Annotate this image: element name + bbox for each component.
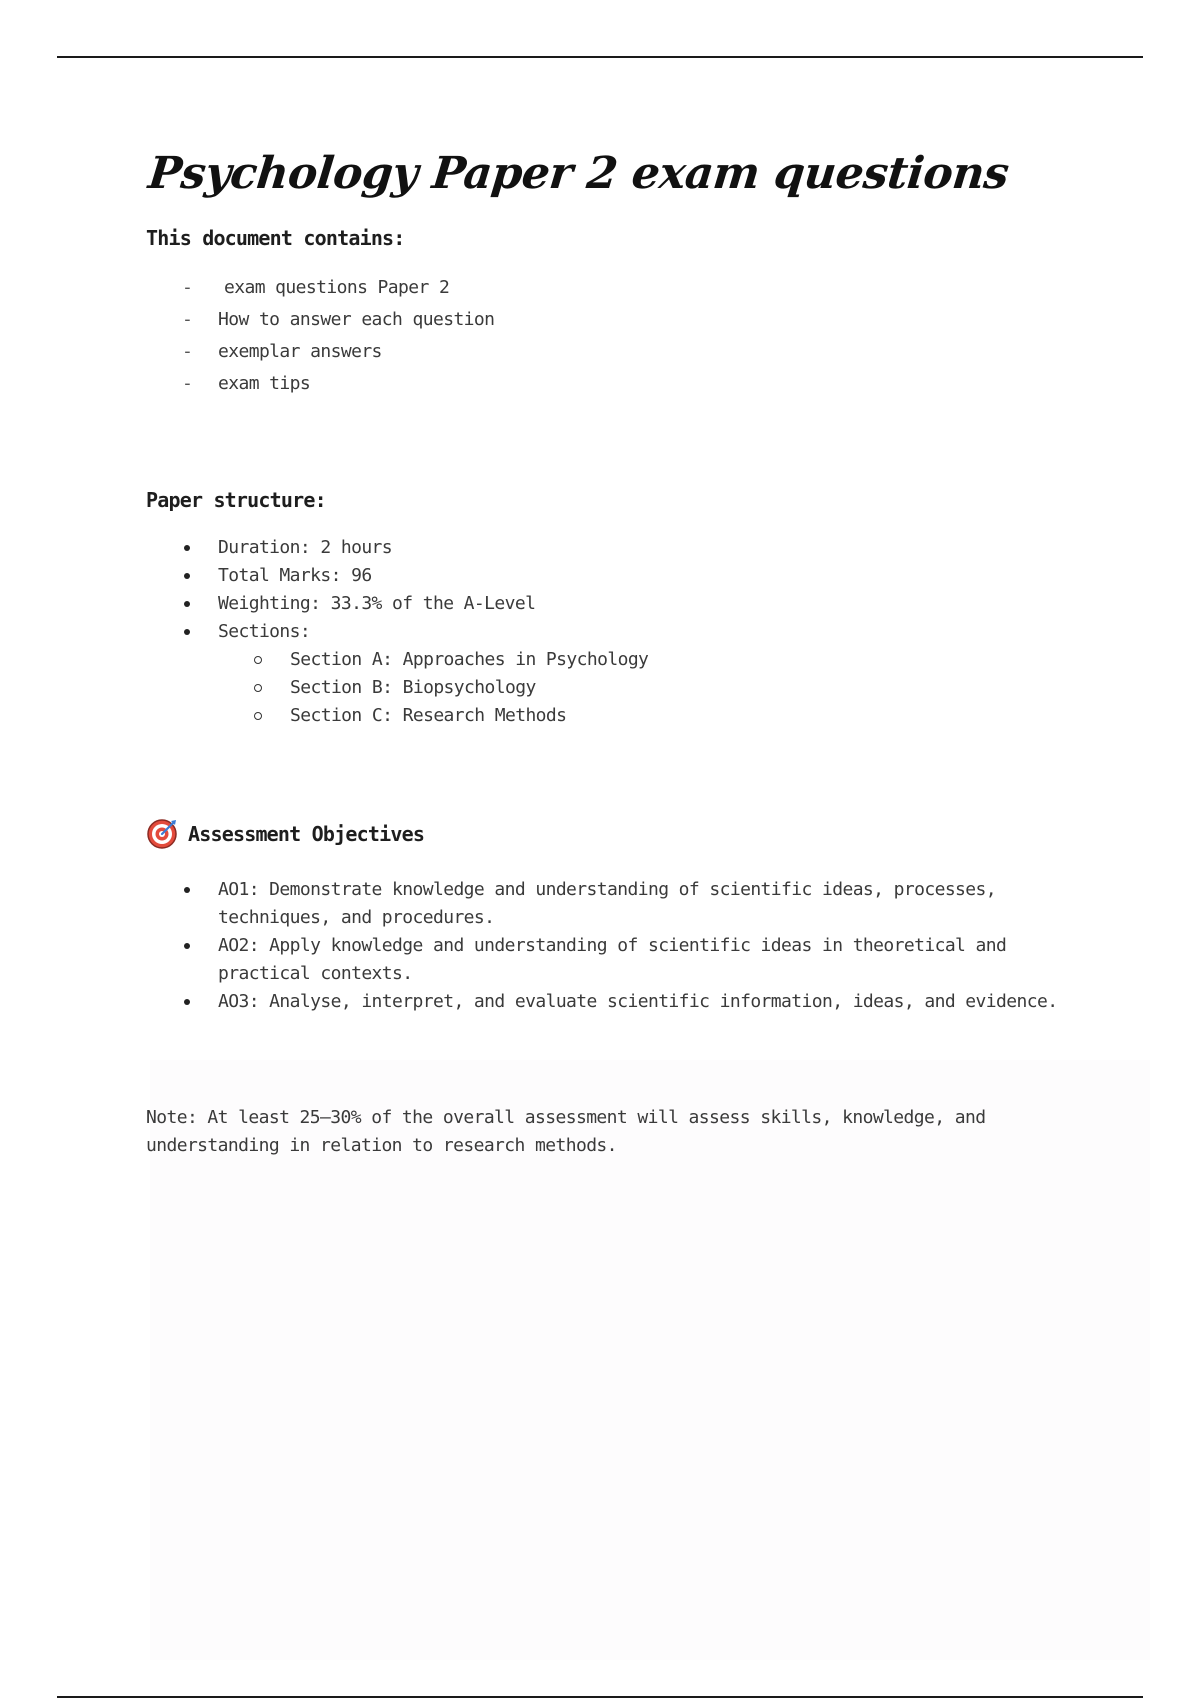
list-item-text: exam tips [218, 373, 311, 395]
list-item [182, 618, 1106, 730]
bullet-icon [184, 887, 190, 893]
dash-icon: - [182, 341, 193, 363]
contains-list [146, 272, 1106, 400]
bullet-icon [184, 629, 190, 635]
list-item-text: exemplar answers [218, 341, 382, 363]
list-item [182, 932, 1106, 988]
duration-text: Duration: 2 hours [218, 537, 393, 559]
objective-text: AO2: Apply knowledge and understanding of scientific ideas in theoretical and practical contexts. [218, 935, 1007, 985]
section-item [254, 702, 1106, 730]
bullet-icon [184, 999, 190, 1005]
list-item-text: How to answer each question [218, 309, 495, 331]
list-item [182, 562, 1106, 590]
objective-text: AO1: Demonstrate knowledge and understanding of scientific ideas, processes, techniques, and procedures. [218, 879, 997, 929]
sections-label: Sections: [218, 621, 311, 643]
document-body [146, 150, 1106, 1160]
section-text: Section B: Biopsychology [290, 677, 536, 699]
dash-icon: - [182, 373, 193, 395]
list-item [182, 272, 1106, 304]
dash-icon: - [182, 277, 193, 299]
bottom-rule [57, 1696, 1143, 1698]
bullet-icon [184, 545, 190, 551]
section-item [254, 674, 1106, 702]
structure-list [146, 534, 1106, 730]
objectives-heading [146, 818, 1106, 850]
list-item [182, 876, 1106, 932]
list-item-text: exam questions Paper 2 [224, 277, 450, 299]
target-icon [146, 818, 178, 850]
assessment-note: Note: At least 25–30% of the overall assessment will assess skills, knowledge, and understanding in relation to research methods. [146, 1107, 986, 1157]
section-item [254, 646, 1106, 674]
objective-text: AO3: Analyse, interpret, and evaluate scientific information, ideas, and evidence. [218, 991, 1058, 1013]
list-item [182, 590, 1106, 618]
bullet-icon [184, 573, 190, 579]
total-marks-text: Total Marks: 96 [218, 565, 372, 587]
section-text: Section C: Research Methods [290, 705, 567, 727]
circle-bullet-icon [254, 656, 262, 664]
contains-heading: This document contains: [146, 226, 405, 251]
circle-bullet-icon [254, 684, 262, 692]
list-item [182, 368, 1106, 400]
list-item [182, 304, 1106, 336]
circle-bullet-icon [254, 712, 262, 720]
list-item [182, 336, 1106, 368]
sections-list [218, 646, 1106, 730]
document-title: Psychology Paper 2 exam questions [145, 148, 1011, 199]
structure-heading: Paper structure: [146, 488, 326, 513]
list-item [182, 988, 1106, 1016]
dash-icon: - [182, 309, 193, 331]
objectives-list [146, 876, 1106, 1016]
bullet-icon [184, 943, 190, 949]
bullet-icon [184, 601, 190, 607]
list-item [182, 534, 1106, 562]
weighting-text: Weighting: 33.3% of the A-Level [218, 593, 536, 615]
objectives-heading-text: Assessment Objectives [188, 822, 425, 847]
top-rule [57, 56, 1143, 58]
section-text: Section A: Approaches in Psychology [290, 649, 649, 671]
